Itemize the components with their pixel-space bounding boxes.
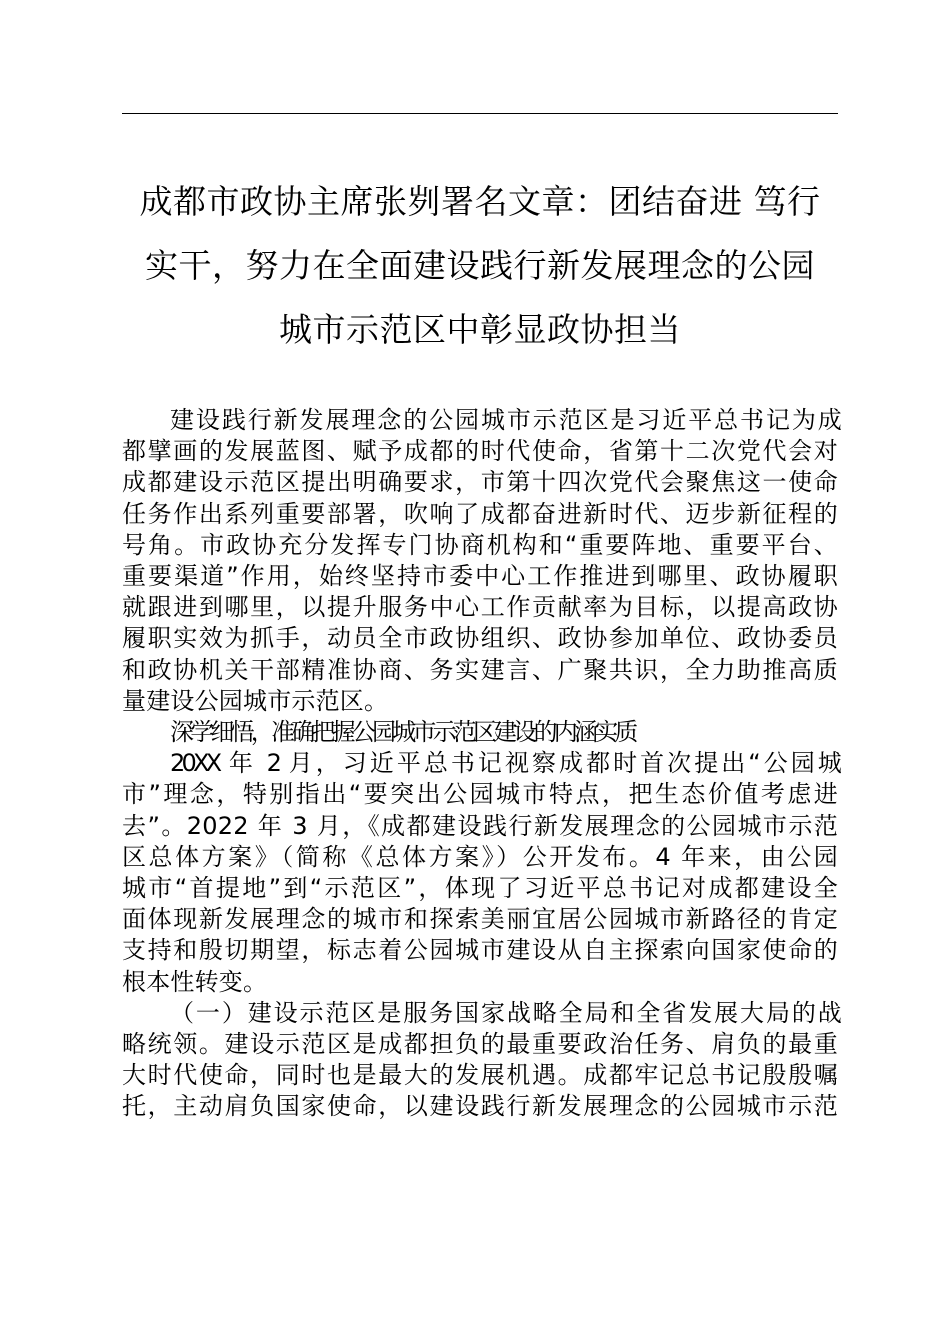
text-line: 深学细悟，准确把握公园城市示范区建设的内涵实质: [170, 718, 635, 747]
text-line: 和政协机关干部精准协商、务实建言、广聚共识，全力助推高质: [122, 655, 838, 684]
section-heading: [122, 717, 838, 748]
article-body: [122, 405, 838, 1123]
text-line: （一）建设示范区是服务国家战略全局和全省发展大局的战: [170, 998, 838, 1027]
text-line: 就跟进到哪里，以提升服务中心工作贡献率为目标，以提高政协: [122, 593, 838, 622]
header-rule: [122, 113, 838, 114]
text-line: 20XX 年 2 月，习近平总书记视察成都时首次提出“公园城: [170, 749, 838, 778]
article-title: [115, 170, 845, 362]
text-line: 任务作出系列重要部署，吹响了成都奋进新时代、迈步新征程的: [122, 499, 838, 528]
title-line: 城市示范区中彰显政协担当: [279, 310, 681, 349]
text-line: 履职实效为抓手，动员全市政协组织、政协参加单位、政协委员: [122, 624, 838, 653]
text-line: 大时代使命，同时也是最大的发展机遇。成都牢记总书记殷殷嘱: [122, 1061, 838, 1090]
text-line: 城市“首提地”到“示范区”，体现了习近平总书记对成都建设全: [122, 874, 838, 903]
text-line: 去”。2022 年 3 月，《成都建设践行新发展理念的公园城市示范: [122, 811, 838, 840]
text-line: 略统领。建设示范区是成都担负的最重要政治任务、肩负的最重: [122, 1030, 838, 1059]
text-line: 根本性转变。: [122, 967, 268, 996]
text-line: 建设践行新发展理念的公园城市示范区是习近平总书记为成: [170, 406, 838, 434]
text-line: 都擘画的发展蓝图、赋予成都的时代使命，省第十二次党代会对: [122, 437, 838, 466]
paragraph-point-one: [122, 998, 838, 1123]
title-line: 实干，努力在全面建设践行新发展理念的公园: [145, 246, 815, 285]
paragraph-history: [122, 748, 838, 998]
text-line: 面体现新发展理念的城市和探索美丽宜居公园城市新路径的肯定: [122, 905, 838, 934]
text-line: 号角。市政协充分发挥专门协商机构和“重要阵地、重要平台、: [122, 530, 838, 559]
text-line: 成都建设示范区提出明确要求，市第十四次党代会聚焦这一使命: [122, 468, 838, 497]
text-line: 市”理念，特别指出“要突出公园城市特点，把生态价值考虑进: [122, 780, 838, 809]
paragraph-intro: [122, 405, 838, 717]
text-line: 支持和殷切期望，标志着公园城市建设从自主探索向国家使命的: [122, 936, 838, 965]
text-line: 重要渠道”作用，始终坚持市委中心工作推进到哪里、政协履职: [122, 562, 838, 591]
text-line: 区总体方案》（简称《总体方案》）公开发布。4 年来，由公园: [122, 842, 838, 871]
text-line: 量建设公园城市示范区。: [122, 686, 389, 715]
title-line: 成都市政协主席张刿署名文章：团结奋进 笃行: [139, 182, 821, 221]
text-line: 托，主动肩负国家使命，以建设践行新发展理念的公园城市示范: [122, 1092, 838, 1121]
